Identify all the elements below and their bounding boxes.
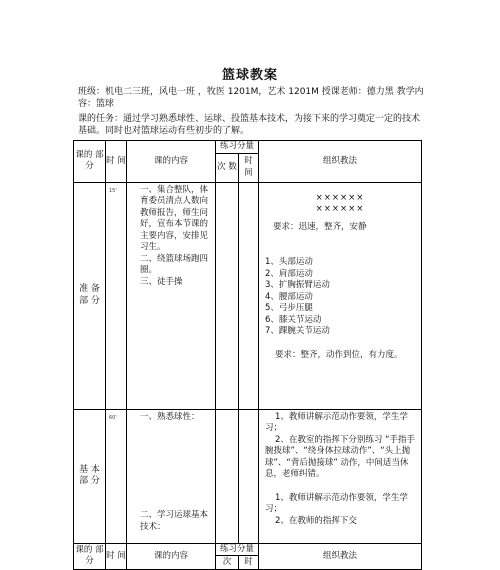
basic-method-4: 2、在教师的指挥下交 xyxy=(275,515,357,526)
lesson-task-line: 课的任务：通过学习熟悉球性、运球、投篮基本技术，为接下来的学习奠定一定的技术基础。同时也对篮球运动有些初步的了解。 xyxy=(78,114,421,136)
header-practice: 练习分量 xyxy=(216,141,259,154)
exercise-3: 3、扩胸振臂运动 xyxy=(265,280,330,290)
header-content: 课的内容 xyxy=(127,141,216,183)
prep-requirement-1: 要求：迅速，整齐，安静 xyxy=(273,221,367,232)
prep-step-2: 二、绕篮球场跑四圈。 xyxy=(140,253,209,275)
prep-duration xyxy=(239,182,259,409)
prep-step-3: 三、徒手操 xyxy=(140,276,183,287)
header-part: 课的 部分 xyxy=(74,141,106,183)
repeat-header-duration: 时 xyxy=(239,556,259,570)
formation-row-1: ×××××× xyxy=(315,192,365,203)
exercise-1: 1、头部运动 xyxy=(265,257,313,267)
header-times: 次 数 xyxy=(216,153,239,182)
exercise-7: 7、踝腕关节运动 xyxy=(265,326,330,336)
table-row-prep xyxy=(74,182,422,409)
basic-content xyxy=(127,409,216,543)
prep-times xyxy=(216,182,239,409)
basic-method-2: 2、在教室的指挥下分别练习 “手指手腕拨球”、“绕身体拉球动作”、“头上抛球”、“背后抛接球” 动作，中间适当休息，老师纠错。 xyxy=(265,434,416,479)
prep-method xyxy=(259,182,422,409)
section-basic-label: 基 本 部 分 xyxy=(74,409,106,543)
header-time: 时 间 xyxy=(106,141,127,183)
document-title: 篮球教案 xyxy=(221,68,278,83)
basic-method-3: 1、教师讲解示范动作要领，学生学习； xyxy=(265,492,408,514)
repeat-header-method: 组织教法 xyxy=(259,543,422,570)
section-prep-label: 准 备 部 分 xyxy=(74,182,106,409)
header-duration: 时 间 xyxy=(239,153,259,182)
basic-method xyxy=(259,409,422,543)
basic-step-1: 一、熟悉球性： xyxy=(140,411,200,422)
exercise-4: 4、腰部运动 xyxy=(265,291,313,302)
prep-time: 15' xyxy=(106,182,127,409)
prep-step-1: 一、集合整队，体育委员清点人数向教师报告，师生问好，宣布本节课的主要内容，安排见习生。 xyxy=(140,184,209,252)
prep-content xyxy=(127,182,216,409)
repeat-header-practice: 练习分量 xyxy=(216,543,259,556)
basic-duration xyxy=(239,409,259,543)
repeat-header-time: 时 间 xyxy=(106,543,127,570)
header-method: 组织教法 xyxy=(259,141,422,183)
repeat-header-times: 次 xyxy=(216,556,239,570)
lesson-plan-table xyxy=(73,140,422,570)
class-info-line: 班级：机电二三班，风电一班 ，牧医 1201M，艺术 1201M 授课老师：德力黑 教学内容：篮球 xyxy=(78,87,424,109)
formation-row-2: ×××××× xyxy=(315,204,365,214)
basic-times xyxy=(216,409,239,543)
table-row-basic xyxy=(74,409,422,543)
basic-method-1: 1、教师讲解示范动作要领，学生学习； xyxy=(265,411,408,433)
exercise-2: 2、肩部运动 xyxy=(265,268,313,279)
basic-time: 60' xyxy=(106,409,127,543)
exercise-5: 5、弓步压腿 xyxy=(265,303,313,313)
basic-step-2: 二、学习运球基本技术： xyxy=(140,510,209,532)
prep-requirement-2: 要求：整齐，动作到位，有力度。 xyxy=(275,349,403,360)
repeat-header-content: 课的内容 xyxy=(127,543,216,570)
exercise-6: 6、膝关节运动 xyxy=(265,314,322,325)
repeat-header-part: 课的 部分 xyxy=(74,543,106,570)
